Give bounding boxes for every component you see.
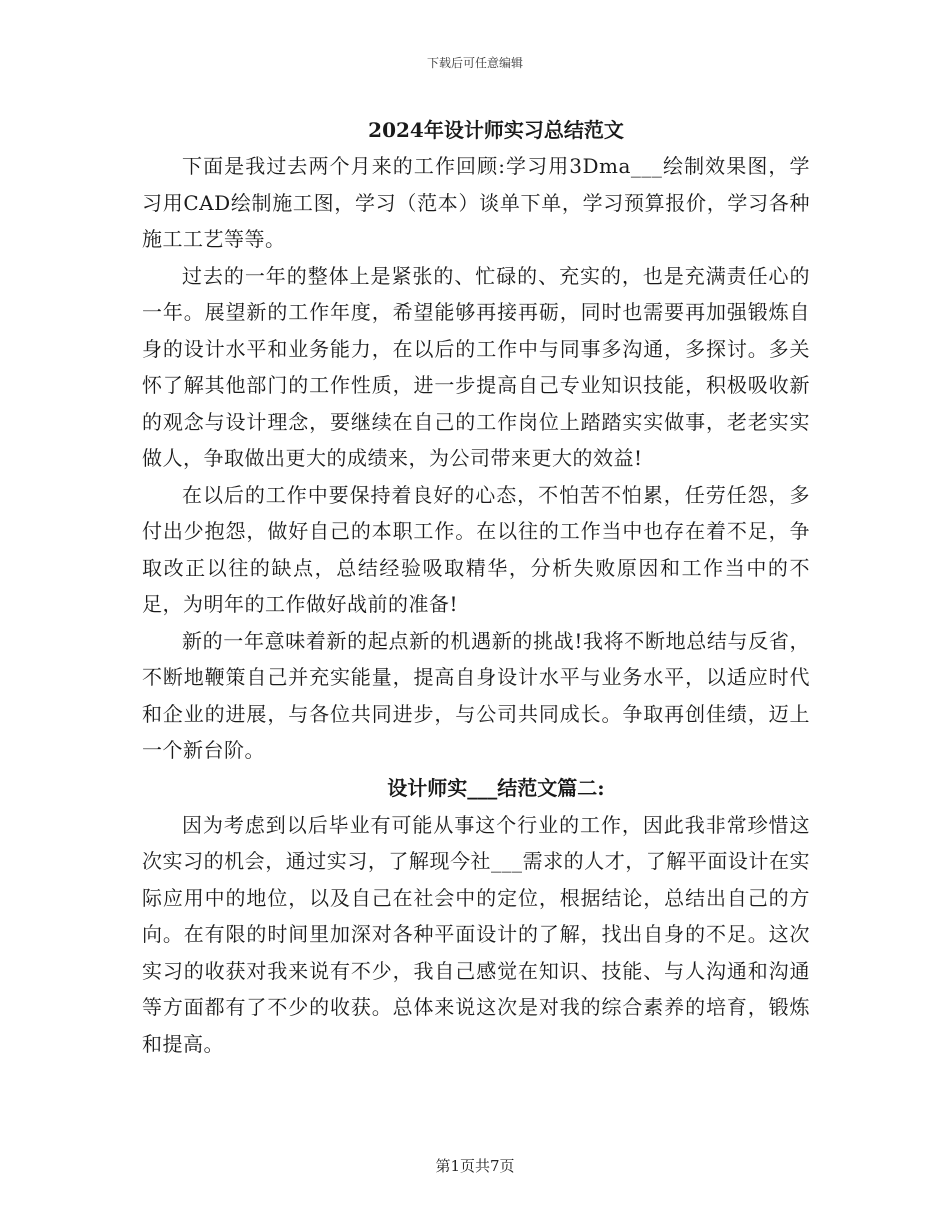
paragraph-3: 在以后的工作中要保持着良好的心态，不怕苦不怕累，任劳任怨，多付出少抱怨，做好自己的本职工作。在以往的工作当中也存在着不足，争取改正以往的缺点，总结经验吸取精华，分析失败原因和工作当中的不足，为明年的工作做好战前的准备! bbox=[142, 482, 810, 616]
document-title: 2024年设计师实习总结范文 bbox=[368, 118, 624, 142]
page-footer: 第1页共7页 bbox=[435, 1157, 515, 1175]
document-body bbox=[142, 112, 810, 1062]
paragraph-1: 下面是我过去两个月来的工作回顾:学习用3Dma___绘制效果图，学习用CAD绘制施工图，学习（范本）谈单下单，学习预算报价，学习各种施工工艺等等。 bbox=[142, 154, 810, 251]
page-header: 下载后可任意编辑 bbox=[426, 56, 523, 70]
section-title: 设计师实___结范文篇二: bbox=[387, 775, 605, 800]
section-paragraph-1: 因为考虑到以后毕业有可能从事这个行业的工作，因此我非常珍惜这次实习的机会，通过实习，了解现今社___需求的人才，了解平面设计在实际应用中的地位，以及自己在社会中的定位，根据结论，总结出自己的方向。在有限的时间里加深对各种平面设计的了解，找出自身的不足。这次实习的收获对我来说有不少，我自己感觉在知识、技能、与人沟通和沟通等方面都有了不少的收获。总体来说这次是对我的综合素养的培育，锻炼和提高。 bbox=[142, 812, 810, 1056]
paragraph-4: 新的一年意味着新的起点新的机遇新的挑战!我将不断地总结与反省，不断地鞭策自己并充实能量，提高自身设计水平与业务水平，以适应时代和企业的进展，与各位共同进步，与公司共同成长。争取再创佳绩，迈上一个新台阶。 bbox=[142, 628, 810, 762]
paragraph-2: 过去的一年的整体上是紧张的、忙碌的、充实的，也是充满责任心的一年。展望新的工作年度，希望能够再接再砺，同时也需要再加强锻炼自身的设计水平和业务能力，在以后的工作中与同事多沟通，多探讨。多关怀了解其他部门的工作性质，进一步提高自己专业知识技能，积极吸收新的观念与设计理念，要继续在自己的工作岗位上踏踏实实做事，老老实实做人，争取做出更大的成绩来，为公司带来更大的效益! bbox=[142, 263, 810, 470]
